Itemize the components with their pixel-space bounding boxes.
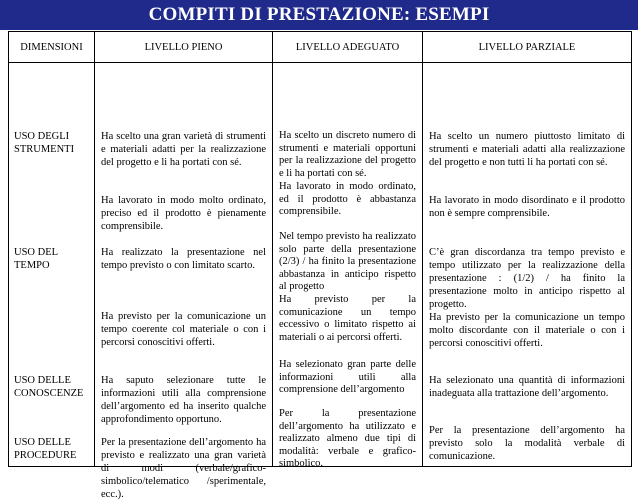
pieno-strumenti-1: Ha scelto una gran varietà di strumenti e materiali adatti per la realizzazione del progetto e li ha portati con sé.	[101, 131, 266, 168]
parziale-strumenti-2: Ha lavorato in modo disordinato e il prodotto non è sempre comprensibile.	[429, 195, 625, 219]
dimension-procedure: USO DELLE PROCEDURE	[14, 437, 77, 461]
parziale-tempo-1: C’è gran discordanza tra tempo previsto e tempo utilizzato per la realizzazione della presentazione : (1/2) / ha finito la presentazione molto in anticipo rispetto al progetto.	[429, 247, 625, 310]
column-header-dimensioni: DIMENSIONI	[9, 32, 95, 63]
parziale-strumenti-1: Ha scelto un numero piuttosto limitato di strumenti e materiali adatti alla realizzazione del progetto e non tutti li ha portati con sé.	[429, 131, 625, 168]
parziale-tempo-2: Ha previsto per la comunicazione un tempo molto discordante con il materiale o con i percorsi conoscitivi offerti.	[429, 312, 625, 349]
pieno-tempo-2: Ha previsto per la comunicazione un tempo coerente col materiale o con i percorsi conoscitivi offerti.	[101, 311, 266, 348]
title-bar	[0, 0, 638, 30]
table-body-row	[9, 63, 632, 467]
adeguato-conoscenze: Ha selezionato gran parte delle informazioni utili alla comprensione dell’argomento	[279, 359, 416, 395]
adeguato-tempo-2: Ha previsto per la comunicazione un tempo eccessivo o limitato rispetto ai materiali o ai percorsi offerti.	[279, 294, 416, 343]
column-header-adeguato: LIVELLO ADEGUATO	[273, 32, 423, 63]
column-header-pieno: LIVELLO PIENO	[95, 32, 273, 63]
header-row	[9, 32, 632, 63]
pieno-procedure: Per la presentazione dell’argomento ha previsto e realizzato una gran varietà di modi (verbale/grafico-simbolico/telematico /sperimentale, ecc.).	[101, 437, 266, 500]
dimension-conoscenze: USO DELLE CONOSCENZE	[14, 375, 84, 399]
dimension-strumenti: USO DEGLI STRUMENTI	[14, 131, 75, 155]
parziale-cell	[423, 63, 632, 467]
pieno-conoscenze: Ha saputo selezionare tutte le informazioni utili alla comprensione dell’argomento ed ha inserito qualche approfondimento opportuno.	[101, 375, 266, 425]
adeguato-tempo-1: Nel tempo previsto ha realizzato solo parte della presentazione (2/3) / ha finito la presentazione abbastanza in anticipo rispetto al progetto	[279, 231, 416, 292]
pieno-tempo-1: Ha realizzato la presentazione nel tempo previsto o con limitato scarto.	[101, 247, 266, 271]
adeguato-strumenti-1: Ha scelto un discreto numero di strumenti e materiali opportuni per la realizzazione del progetto e li ha portati con sé.	[279, 130, 416, 179]
adeguato-cell	[273, 63, 423, 467]
page-title: COMPITI DI PRESTAZIONE: ESEMPI	[148, 4, 490, 25]
adeguato-procedure: Per la presentazione dell’argomento ha utilizzato e realizzato almeno due tipi di modalità: verbale e grafico-simbolico.	[279, 408, 416, 469]
dimensioni-cell	[9, 63, 95, 467]
parziale-conoscenze: Ha selezionato una quantità di informazioni inadeguata alla trattazione dell’argomento.	[429, 375, 625, 399]
performance-table	[8, 31, 632, 500]
pieno-strumenti-2: Ha lavorato in modo molto ordinato, preciso ed il prodotto è pienamente comprensibile.	[101, 195, 266, 232]
column-header-parziale: LIVELLO PARZIALE	[423, 32, 632, 63]
parziale-procedure: Per la presentazione dell’argomento ha previsto solo la modalità verbale di comunicazione.	[429, 425, 625, 462]
dimension-tempo: USO DEL TEMPO	[14, 247, 58, 271]
pieno-cell	[95, 63, 273, 500]
adeguato-strumenti-2: Ha lavorato in modo ordinato, ed il prodotto è abbastanza comprensibile.	[279, 181, 416, 217]
